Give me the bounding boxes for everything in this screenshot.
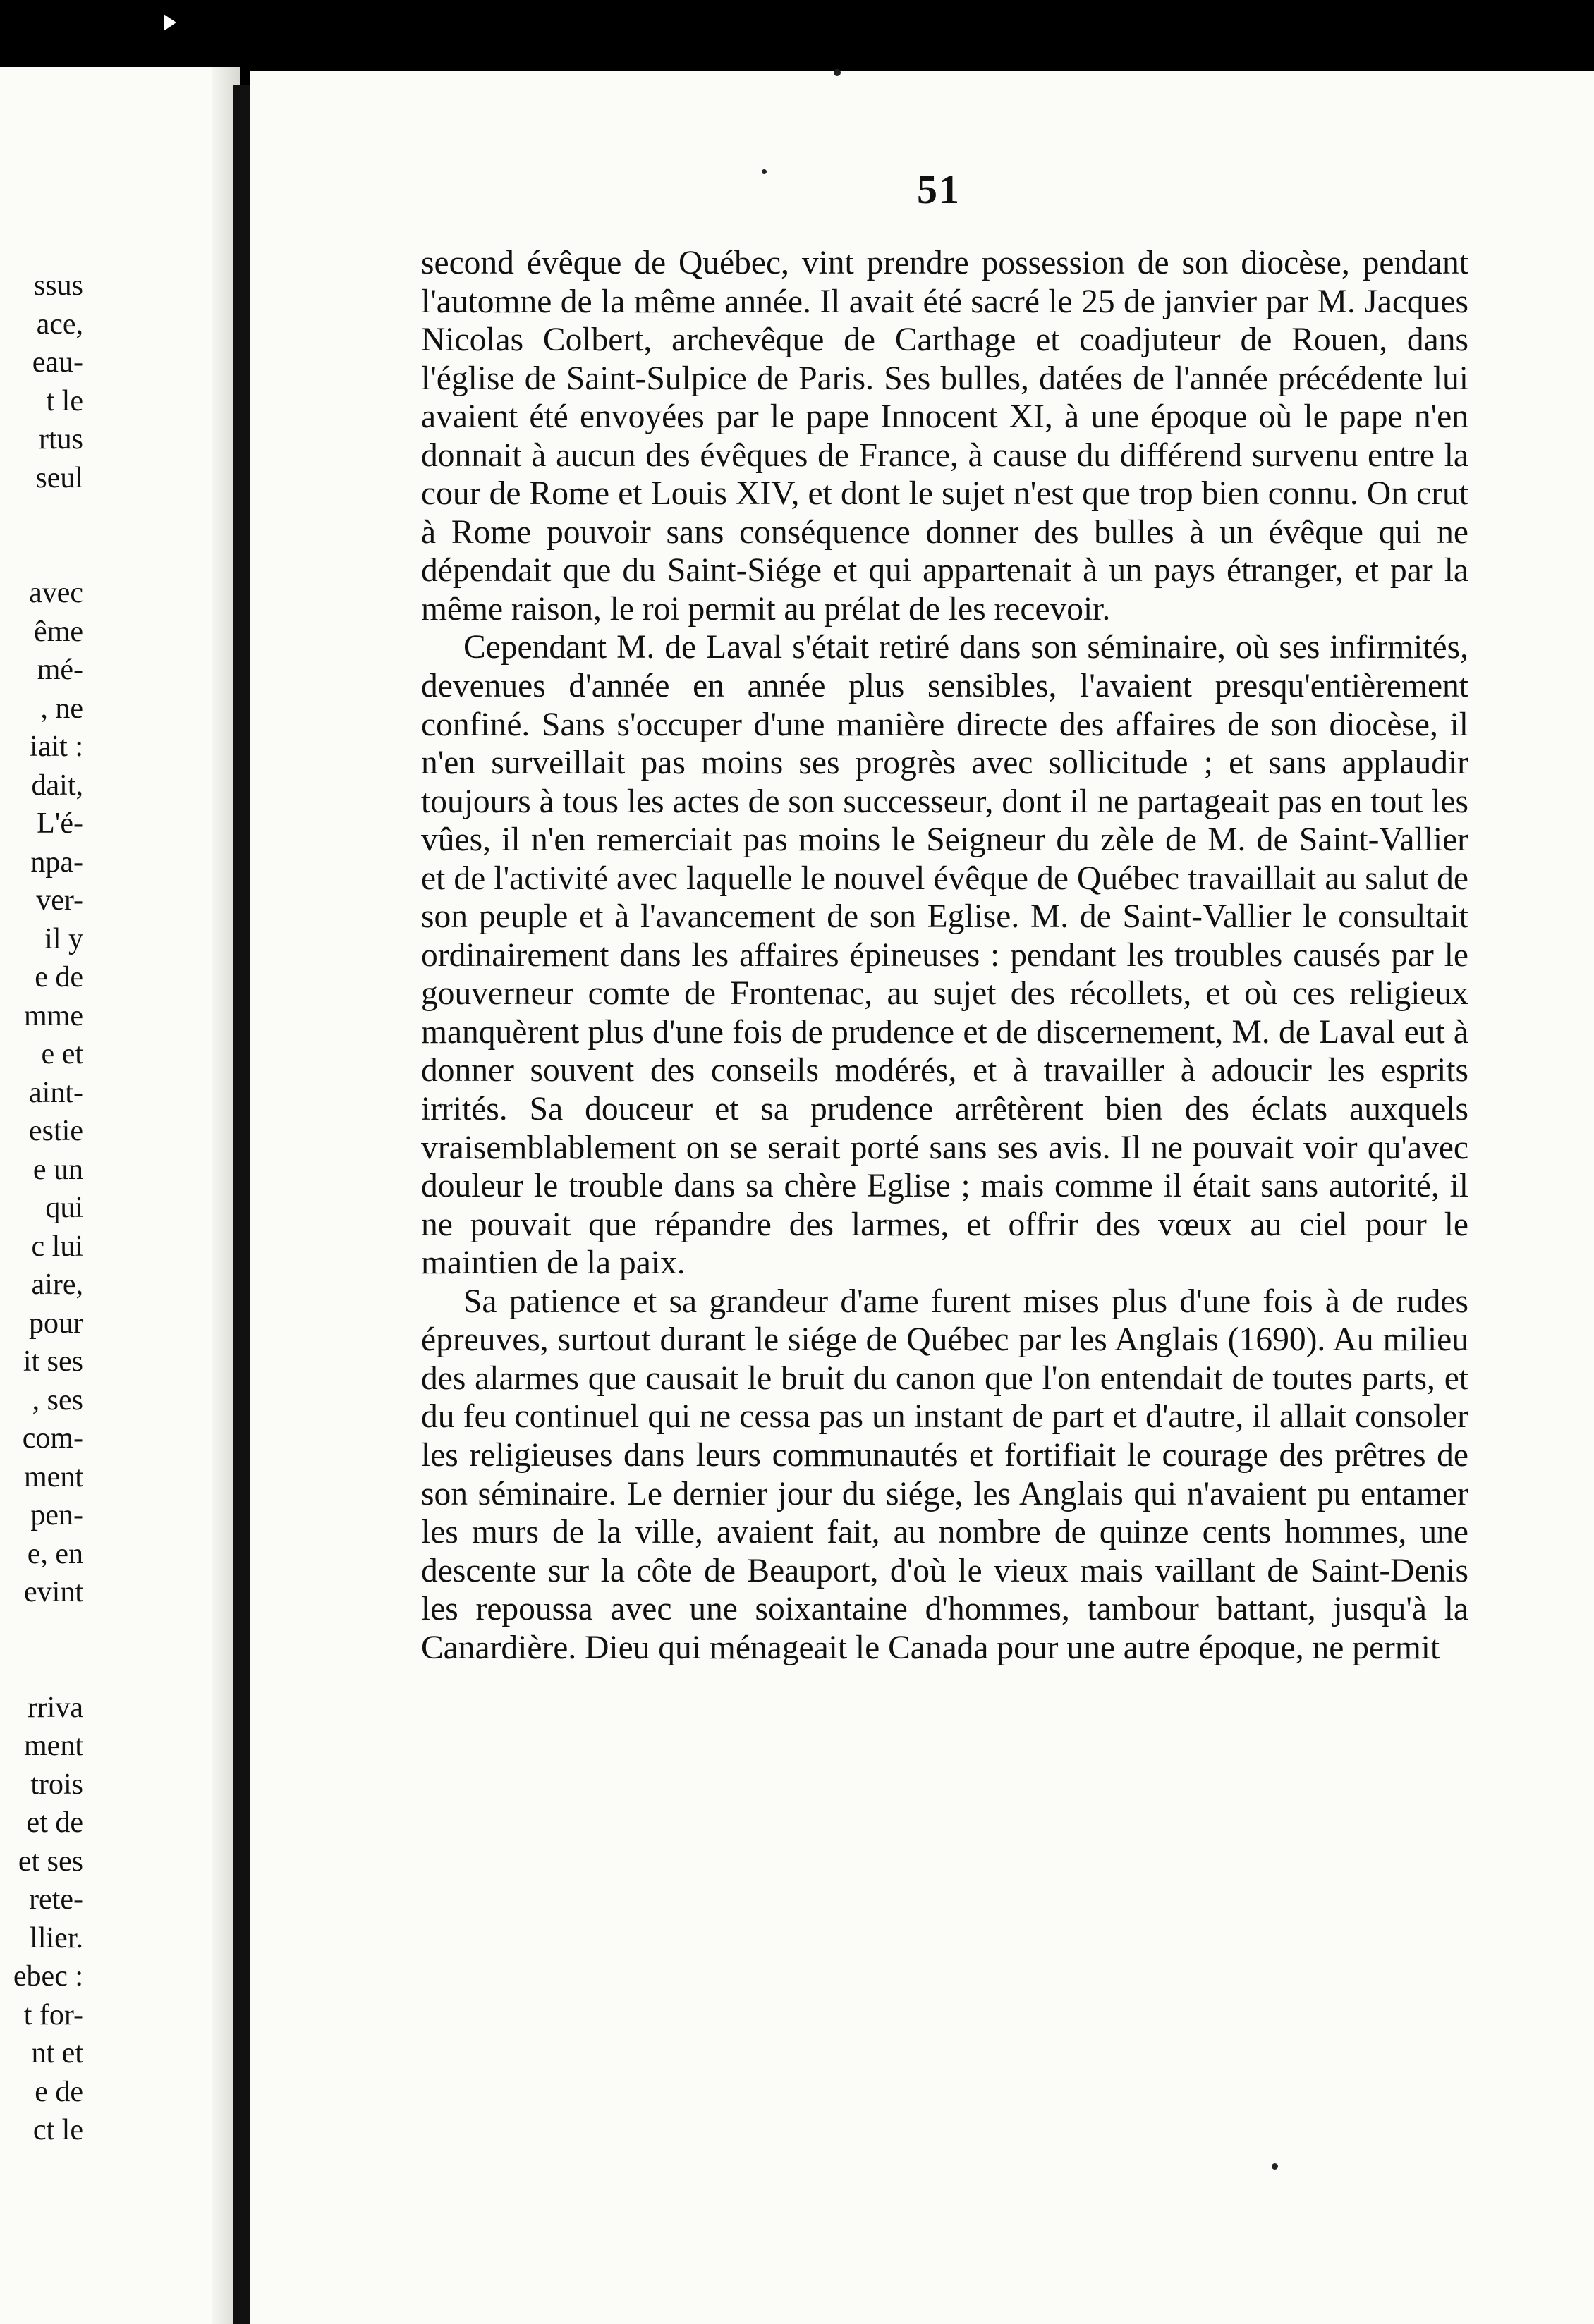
facing-page-line: e et <box>41 1038 83 1070</box>
facing-page-line: npa- <box>30 845 83 879</box>
paragraph-2: Cependant M. de Laval s'était retiré dans son séminaire, où ses infirmités, devenues d'année en année plus sensibles, l'avaient presqu'entièrement confiné. Sans s'occuper d'une manière directe des affaires de son diocèse, il n'en surveillait pas moins ses progrès avec sollicitude ; et sans applaudir toujours à tous les actes de son successeur, dont il ne partageait pas en tout les vûes, il n'en remerciait pas moins le Seigneur du zèle de M. de Saint-Vallier et de l'activité avec laquelle le nouvel évêque de Québec travaillait au salut de son peuple et à l'avancement de son Eglise. M. de Saint-Vallier le consultait ordinairement dans les affaires épineuses : pendant les troubles causés par le gouverneur comte de Frontenac, au sujet des récollets, et où ces religieux manquèrent plus d'une fois de prudence et de discernement, M. de Laval eut à donner souvent des conseils modérés, et à travailler à adoucir les esprits irrités. Sa douceur et sa prudence arrêtèrent bien des éclats auxquels vraisemblablement on se serait porté sans ses avis. Il ne pouvait voir qu'avec douleur le trouble dans sa chère Eglise ; mais comme il était sans autorité, il ne pouvait que répandre des larmes, et offrir des vœux au ciel pour le maintien de la paix. <box>421 629 1468 1282</box>
facing-page-line: t for- <box>23 1998 83 2031</box>
facing-page-line: dait, <box>31 769 83 802</box>
speck <box>834 69 841 76</box>
facing-page-line: aire, <box>31 1268 83 1301</box>
facing-page-line: llier. <box>30 1921 83 1955</box>
facing-page-line: et de <box>26 1806 83 1839</box>
facing-page-line: mme <box>24 999 83 1032</box>
page-body <box>421 244 1468 1667</box>
facing-page-line: t le <box>46 384 83 417</box>
facing-page-line: ace, <box>36 307 83 341</box>
facing-page-line: ebec : <box>13 1960 83 1993</box>
facing-page-line: pour <box>29 1307 83 1340</box>
page-number: 51 <box>917 166 961 212</box>
facing-page-line: ment <box>24 1460 83 1493</box>
scan-marker-icon <box>164 14 176 31</box>
book-binding <box>233 85 250 2324</box>
facing-page-line <box>0 1612 83 1689</box>
facing-page-line: qui <box>45 1192 83 1224</box>
facing-page-line: avec <box>29 577 83 609</box>
speck <box>762 169 767 174</box>
facing-page-line: , ne <box>40 692 83 725</box>
facing-page-line: it ses <box>23 1345 83 1378</box>
facing-page-line: mé- <box>37 654 83 686</box>
facing-page-line: ment <box>24 1730 83 1762</box>
facing-page-line: estie <box>29 1115 83 1147</box>
paragraph-3: Sa patience et sa grandeur d'ame furent mises plus d'une fois à de rudes épreuves, surtout durant le siége de Québec par les Anglais (1690). Au milieu des alarmes que causait le bruit du canon que l'on entendait de toutes parts, et du feu continuel qui ne cessa pas un instant de part et d'autre, il allait consoler les religieuses dans leurs communautés et fortifiait le courage des prêtres de son séminaire. Le dernier jour du siége, les Anglais qui n'avaient pu entamer les murs de la ville, avaient fait, au nombre de quinze cents hommes, une descente sur la côte de Beauport, d'où le vieux mais vaillant de Saint-Denis les repoussa avec une soixantaine d'hommes, tambour battant, jusqu'à la Canardière. Dieu qui ménageait le Canada pour une autre époque, ne permit <box>421 1283 1468 1666</box>
facing-page-line: rete- <box>29 1883 83 1916</box>
facing-page-line: e de <box>35 961 83 993</box>
facing-page-line: il y <box>44 922 83 955</box>
facing-page-line: nt et <box>31 2037 83 2069</box>
facing-page-line: L'é- <box>37 807 83 840</box>
facing-page-line: rtus <box>39 423 83 455</box>
facing-page-line: com- <box>22 1422 83 1455</box>
facing-page-line: evint <box>24 1576 83 1608</box>
facing-page-line: ssus <box>33 269 83 302</box>
facing-page-line: trois <box>30 1768 83 1801</box>
facing-page-line <box>0 497 83 574</box>
speck <box>1272 2163 1278 2170</box>
facing-page-line: ver- <box>36 884 83 917</box>
facing-page-line: , ses <box>32 1383 83 1417</box>
facing-page-line: e, en <box>27 1537 83 1570</box>
facing-page-line: iait : <box>30 730 83 763</box>
facing-page-line: pen- <box>30 1499 83 1531</box>
facing-page-text <box>0 267 83 2150</box>
paragraph-1: second évêque de Québec, vint prendre possession de son diocèse, pendant l'automne de la même année. Il avait été sacré le 25 de janvier par M. Jacques Nicolas Colbert, archevêque de Carthage et coadjuteur de Rouen, dans l'église de Saint-Sulpice de Paris. Ses bulles, datées de l'année précédente lui avaient été envoyées par le pape Innocent XI, à une époque où le pape n'en donnait à aucun des évêques de France, à cause du différend survenu entre la cour de Rome et Louis XIV, et dont le sujet n'est que trop bien connu. On crut à Rome pouvoir sans conséquence donner des bulles à un évêque qui ne dépendait que du Saint-Siége et qui appartenait à un pays étranger, et par la même raison, le roi permit au prélat de les recevoir. <box>421 245 1468 628</box>
facing-page-line: c lui <box>31 1230 83 1263</box>
facing-page-line: e un <box>32 1153 83 1186</box>
facing-page-fragment <box>0 67 240 2324</box>
facing-page-line: rriva <box>27 1691 83 1724</box>
facing-page-line: seul <box>35 461 83 494</box>
facing-page-line: ême <box>34 615 83 648</box>
facing-page-line: e de <box>35 2075 83 2108</box>
facing-page-line: aint- <box>29 1076 83 1109</box>
facing-page-line: ct le <box>32 2114 83 2146</box>
facing-page-line: et ses <box>18 1845 83 1878</box>
facing-page-line: eau- <box>32 346 83 379</box>
